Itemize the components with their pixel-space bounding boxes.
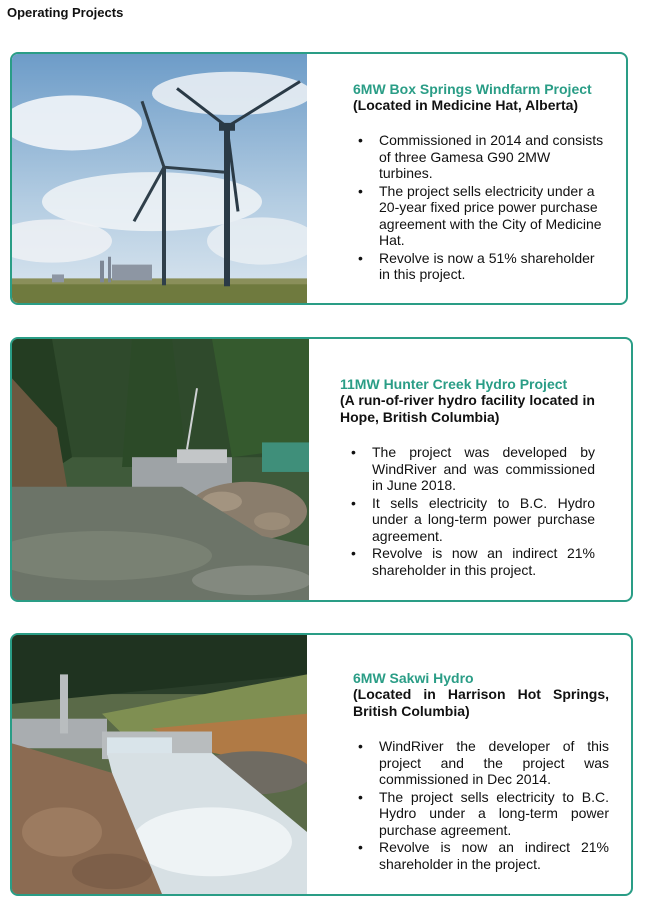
project-bullet-list [347,132,606,283]
list-item: • Revolve is now a 51% shareholder in this project. [347,250,606,283]
list-item: • The project sells electricity under a 20-year fixed price power purchase agreement with the City of Medicine Hat. [347,183,606,249]
project-details [307,635,631,894]
project-details [309,339,631,600]
list-item: • Commissioned in 2014 and consists of three Gamesa G90 2MW turbines. [347,132,606,182]
project-title: 6MW Sakwi Hydro [353,670,474,686]
project-title: 11MW Hunter Creek Hydro Project [340,376,568,392]
list-item: • Revolve is now an indirect 21% shareholder in the project. [347,839,609,872]
project-card-sakwi [10,633,633,896]
list-item: • WindRiver the developer of this project and the project was commissioned in Dec 2014. [347,738,609,788]
list-item: • Revolve is now an indirect 21% shareholder in this project. [340,545,595,578]
project-location: (Located in Medicine Hat, Alberta) [353,97,579,113]
project-bullet-list [347,738,609,872]
list-item: • The project was developed by WindRiver and was commissioned in June 2018. [340,444,595,494]
project-card-windfarm [10,52,628,305]
list-item: • The project sells electricity to B.C. Hydro under a long-term power purchase agreement. [347,789,609,839]
list-item: • It sells electricity to B.C. Hydro under a long-term power purchase agreement. [340,495,595,545]
windfarm-photo [12,54,307,303]
project-details [307,54,626,303]
sakwi-hydro-photo [12,635,307,894]
project-location: (Located in Harrison Hot Springs, British Columbia) [353,686,609,719]
hunter-creek-photo [12,339,309,600]
page-title: Operating Projects [7,5,124,20]
project-title: 6MW Box Springs Windfarm Project [353,81,592,97]
project-bullet-list [340,444,595,578]
project-location: (A run-of-river hydro facility located in Hope, British Columbia) [340,392,595,425]
project-card-hunter-creek [10,337,633,602]
